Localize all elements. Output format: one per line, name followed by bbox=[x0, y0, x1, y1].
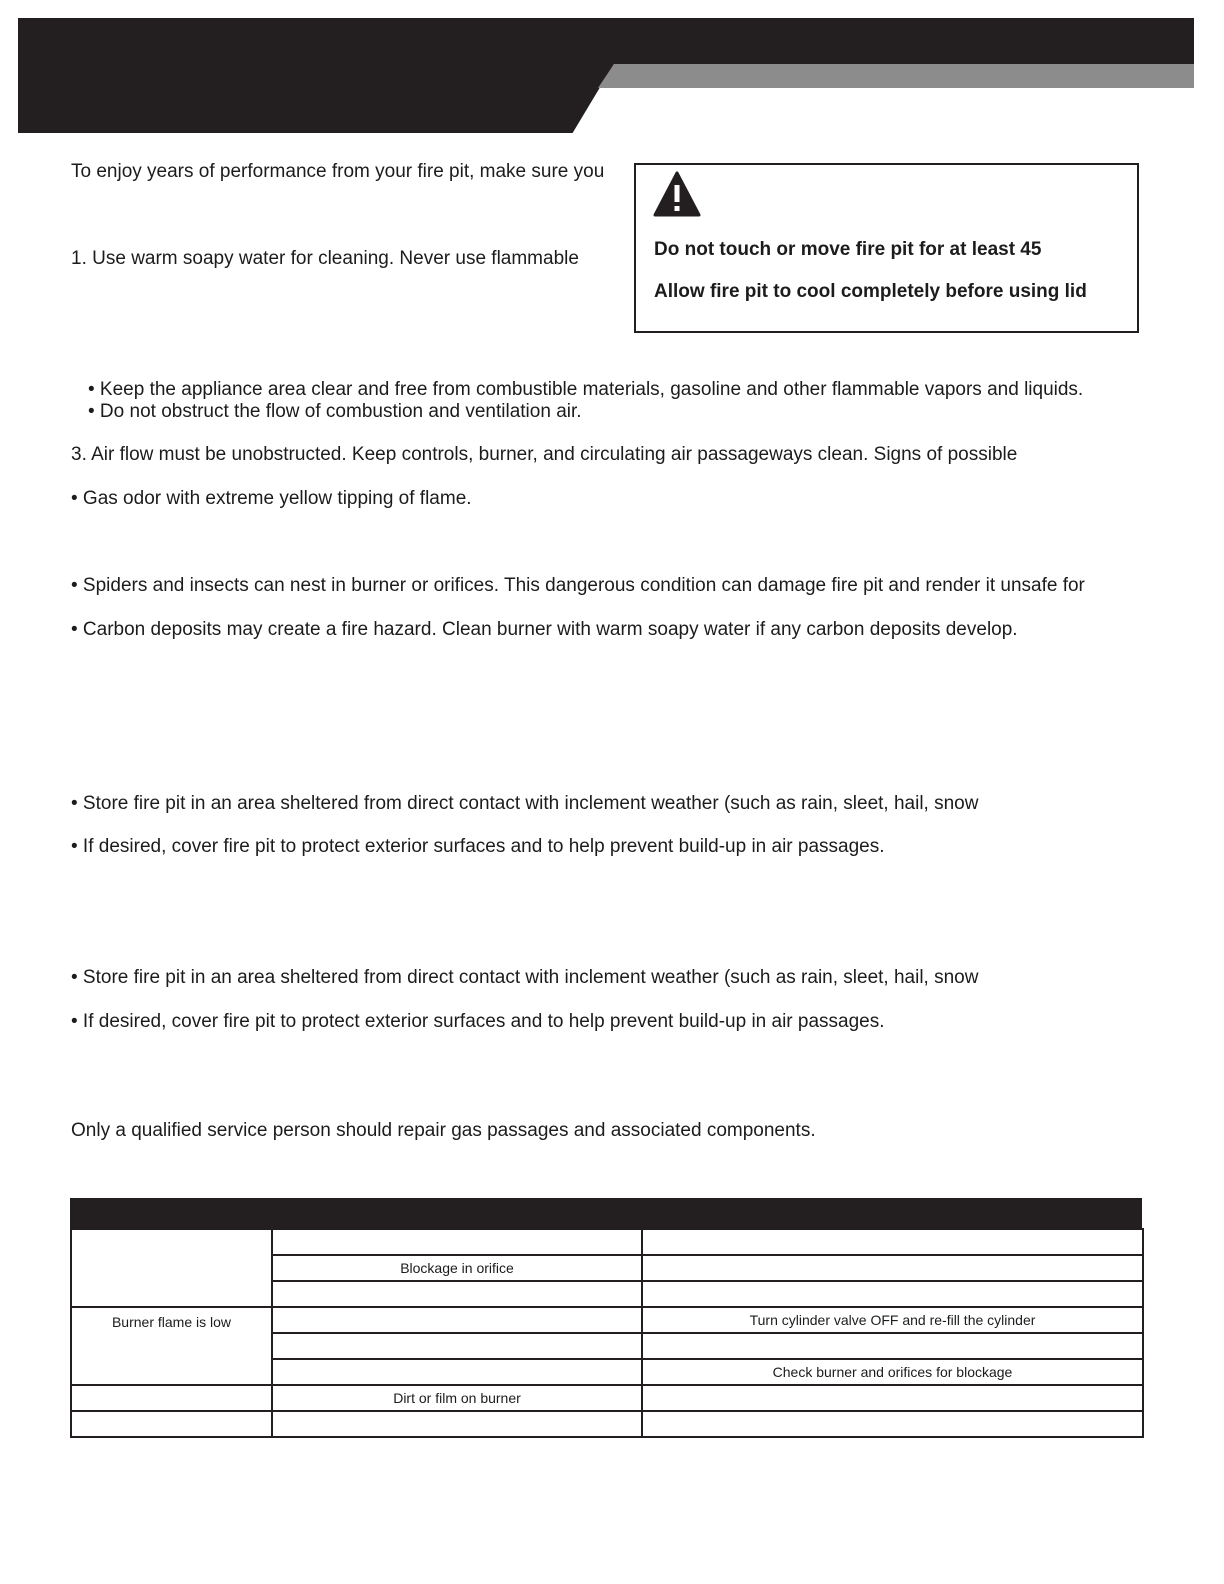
header-grey-stripe bbox=[572, 64, 1194, 88]
bullet-cover-b: • If desired, cover fire pit to protect exterior surfaces and to help prevent build-up in air passages. bbox=[71, 1011, 885, 1032]
bullet-store-a: • Store fire pit in an area sheltered from direct contact with inclement weather (such as rain, sleet, hail, snow bbox=[71, 793, 979, 814]
table-cell bbox=[642, 1255, 1143, 1281]
table-cell-cause: Dirt or film on burner bbox=[272, 1385, 642, 1411]
table-cell bbox=[272, 1281, 642, 1307]
table-cell bbox=[642, 1281, 1143, 1307]
table-cell bbox=[71, 1385, 272, 1411]
step-3-text: 3. Air flow must be unobstructed. Keep controls, burner, and circulating air passageways clean. Signs of possible bbox=[71, 444, 1018, 465]
table-row bbox=[71, 1229, 1143, 1255]
table-cell bbox=[642, 1411, 1143, 1437]
warning-line-1: Do not touch or move fire pit for at least 45 bbox=[654, 239, 1042, 260]
table-row bbox=[71, 1411, 1143, 1437]
step-1-text: 1. Use warm soapy water for cleaning. Never use flammable bbox=[71, 248, 579, 269]
table-cell bbox=[642, 1229, 1143, 1255]
table-cell bbox=[272, 1411, 642, 1437]
bullet-clear-area: • Keep the appliance area clear and free from combustible materials, gasoline and other flammable vapors and liquids. bbox=[88, 379, 1084, 400]
service-note: Only a qualified service person should repair gas passages and associated components. bbox=[71, 1120, 816, 1141]
table-cell-problem: Burner flame is low bbox=[71, 1307, 272, 1385]
table-cell bbox=[272, 1333, 642, 1359]
table-cell bbox=[71, 1411, 272, 1437]
table-cell bbox=[272, 1307, 642, 1333]
table-cell bbox=[71, 1229, 272, 1307]
troubleshooting-grid bbox=[70, 1228, 1144, 1438]
table-cell-solution: Turn cylinder valve OFF and re-fill the cylinder bbox=[642, 1307, 1143, 1333]
troubleshooting-table bbox=[70, 1198, 1142, 1438]
table-cell bbox=[272, 1229, 642, 1255]
table-cell bbox=[642, 1333, 1143, 1359]
warning-line-2: Allow fire pit to cool completely before using lid bbox=[654, 281, 1087, 302]
table-cell-cause: Blockage in orifice bbox=[272, 1255, 642, 1281]
table-header bbox=[70, 1198, 1142, 1228]
table-cell-solution: Check burner and orifices for blockage bbox=[642, 1359, 1143, 1385]
warning-box bbox=[634, 163, 1139, 333]
bullet-gas-odor: • Gas odor with extreme yellow tipping of flame. bbox=[71, 488, 472, 509]
table-row bbox=[71, 1307, 1143, 1333]
bullet-store-b: • Store fire pit in an area sheltered from direct contact with inclement weather (such as rain, sleet, hail, snow bbox=[71, 967, 979, 988]
bullet-carbon: • Carbon deposits may create a fire hazard. Clean burner with warm soapy water if any carbon deposits develop. bbox=[71, 619, 1018, 640]
table-cell bbox=[272, 1359, 642, 1385]
intro-text: To enjoy years of performance from your fire pit, make sure you bbox=[71, 161, 605, 182]
bullet-spiders: • Spiders and insects can nest in burner or orifices. This dangerous condition can damage fire pit and render it unsafe for bbox=[71, 575, 1085, 596]
warning-triangle-icon bbox=[653, 171, 701, 217]
bullet-cover-a: • If desired, cover fire pit to protect exterior surfaces and to help prevent build-up in air passages. bbox=[71, 836, 885, 857]
table-row bbox=[71, 1385, 1143, 1411]
table-cell bbox=[642, 1385, 1143, 1411]
bullet-air-flow: • Do not obstruct the flow of combustion and ventilation air. bbox=[88, 401, 582, 422]
